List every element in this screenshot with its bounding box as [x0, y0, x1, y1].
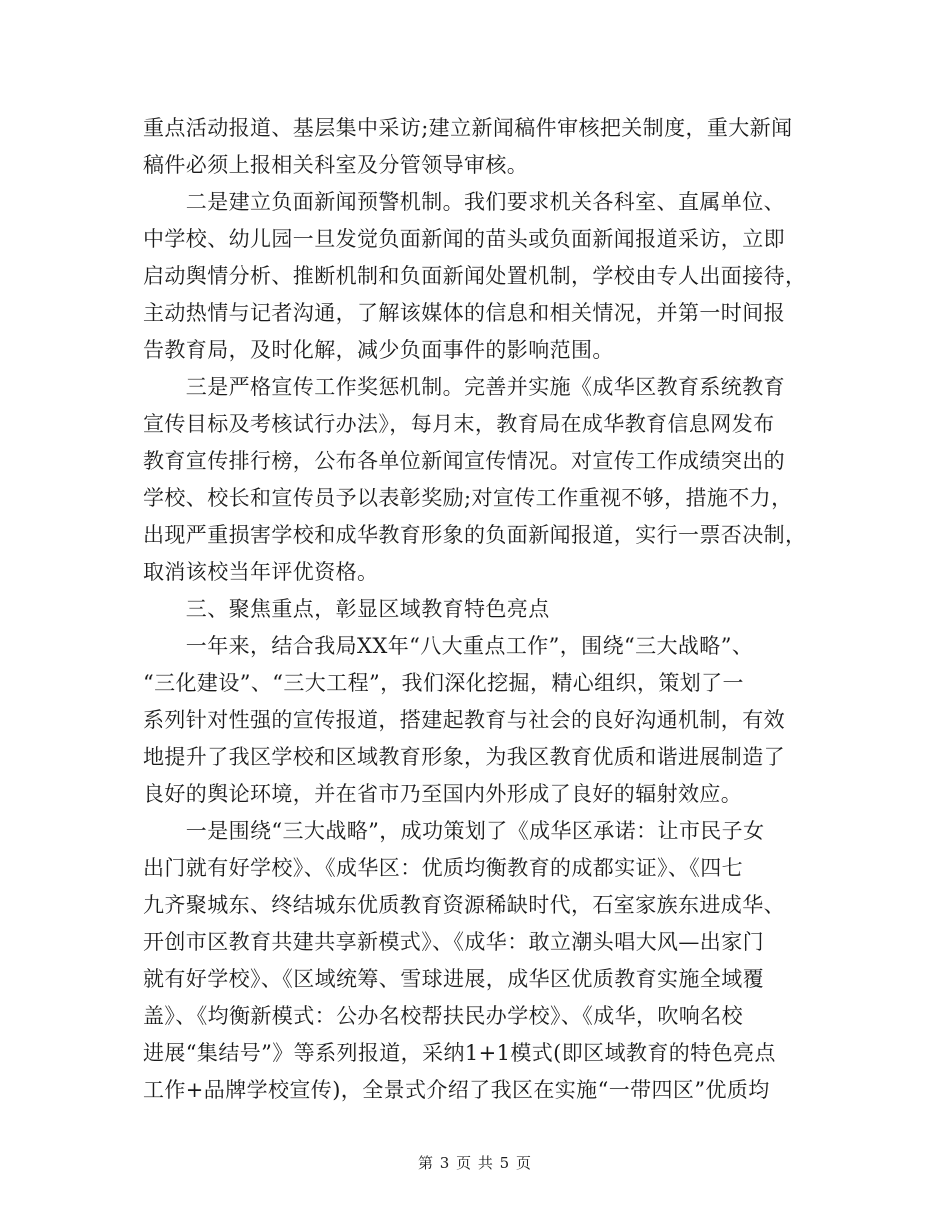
text-line: 三是严格宣传工作奖惩机制。完善并实施《成华区教育系统教育: [143, 375, 785, 399]
text-line: 一是围绕“三大战略”，成功策划了《成华区承诺：让市民子女: [143, 819, 765, 843]
text-line: 九齐聚城东、终结城东优质教育资源稀缺时代，石室家族东进成华、: [143, 893, 785, 917]
text-line: 学校、校长和宣传员予以表彰奖励;对宣传工作重视不够，措施不力，: [143, 486, 793, 510]
text-line: 启动舆情分析、推断机制和负面新闻处置机制，学校由专人出面接待，: [143, 264, 807, 288]
text-line: 工作+品牌学校宣传)，全景式介绍了我区在实施“一带四区”优质均: [143, 1078, 770, 1102]
page-number-footer: 第 3 页 共 5 页: [418, 1154, 532, 1172]
text-line: 一年来，结合我局XX年“八大重点工作”，围绕“三大战略”、: [143, 634, 754, 658]
text-line: 稿件必须上报相关科室及分管领导审核。: [143, 153, 529, 177]
text-line: 出现严重损害学校和成华教育形象的负面新闻报道，实行一票否决制，: [143, 523, 807, 547]
text-line: 宣传目标及考核试行办法》，每月末，教育局在成华教育信息网发布: [143, 412, 775, 436]
section-heading: 三、聚焦重点，彰显区域教育特色亮点: [143, 597, 550, 621]
text-line: 出门就有好学校》、《成华区：优质均衡教育的成都实证》、《四七: [143, 856, 743, 880]
text-line: 重点活动报道、基层集中采访;建立新闻稿件审核把关制度，重大新闻: [143, 116, 793, 140]
text-line: “三化建设”、“三大工程”，我们深化挖掘，精心组织，策划了一: [143, 671, 744, 695]
text-line: 系列针对性强的宣传报道，搭建起教育与社会的良好沟通机制，有效: [143, 708, 785, 732]
text-line: 良好的舆论环境，并在省市乃至国内外形成了良好的辐射效应。: [143, 782, 743, 806]
text-line: 教育宣传排行榜，公布各单位新闻宣传情况。对宣传工作成绩突出的: [143, 449, 785, 473]
text-line: 开创市区教育共建共享新模式》、《成华：敢立潮头唱大风—出家门: [143, 930, 764, 954]
text-line: 取消该校当年评优资格。: [143, 560, 379, 584]
text-line: 地提升了我区学校和区域教育形象，为我区教育优质和谐进展制造了: [143, 745, 785, 769]
text-line: 告教育局，及时化解，减少负面事件的影响范围。: [143, 338, 614, 362]
text-line: 主动热情与记者沟通，了解该媒体的信息和相关情况，并第一时间报: [143, 301, 785, 325]
text-line: 进展“集结号”》等系列报道，采纳1+1模式(即区域教育的特色亮点: [143, 1041, 776, 1065]
text-line: 中学校、幼儿园一旦发觉负面新闻的苗头或负面新闻报道采访，立即: [143, 227, 785, 251]
text-line: 盖》、《均衡新模式：公办名校帮扶民办学校》、《成华，吹响名校: [143, 1004, 743, 1028]
text-line: 就有好学校》、《区域统筹、雪球进展，成华区优质教育实施全域覆: [143, 967, 764, 991]
text-line: 二是建立负面新闻预警机制。我们要求机关各科室、直属单位、: [143, 190, 785, 214]
